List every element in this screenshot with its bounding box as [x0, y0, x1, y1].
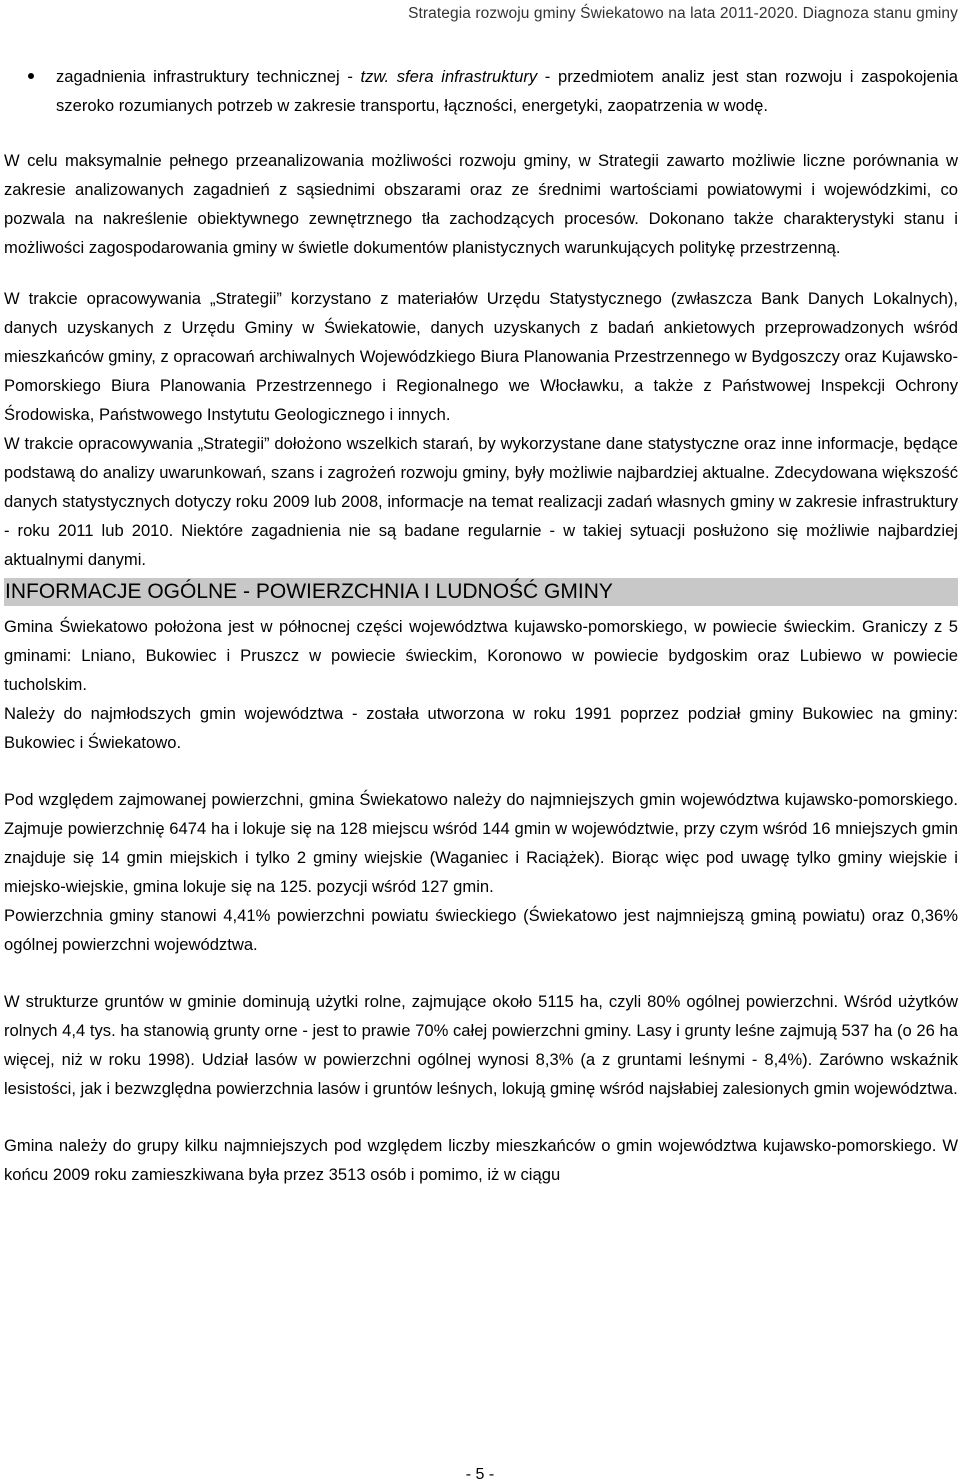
- bullet-text-italic: tzw. sfera infrastruktury: [360, 67, 538, 86]
- bullet-text-start: zagadnienia infrastruktury technicznej -: [56, 67, 361, 86]
- bullet-text-end: - przedmiotem analiz jest stan rozwoju i zaspokojenia szeroko rozumianych potrzeb w zakresie transportu, łączności, energetyki, zaopatrzenia w wodę.: [56, 67, 958, 115]
- paragraph-area: Pod względem zajmowanej powierzchni, gmina Świekatowo należy do najmniejszych gmin województwa kujawsko-pomorskiego. Zajmuje powierzchnię 6474 ha i lokuje się na 128 miejscu wśród 144 gmin w województwie, przy czym wśród 16 mniejszych gmin znajduje się 14 gmin miejskich i tylko 2 gminy wiejskie (Waganiec i Raciążek). Biorąc więc pod uwagę tylko gminy wiejskie i miejsko-wiejskie, gmina lokuje się na 125. pozycji wśród 127 gmin.: [4, 790, 958, 896]
- paragraph-area-share: Powierzchnia gminy stanowi 4,41% powierzchni powiatu świeckiego (Świekatowo jest najmniejszą gminą powiatu) oraz 0,36% ogólnej powierzchni województwa.: [4, 906, 958, 954]
- section-heading: INFORMACJE OGÓLNE - POWIERZCHNIA I LUDNOŚĆ GMINY: [4, 578, 958, 606]
- paragraph-analysis-scope: W celu maksymalnie pełnego przeanalizowania możliwości rozwoju gminy, w Strategii zawarto możliwie liczne porównania w zakresie analizowanych zagadnień z sąsiednimi obszarami oraz ze średnimi wartościami powiatowymi i wojewódzkimi, co pozwala na nakreślenie obiektywnego zewnętrznego tła zachodzących procesów. Dokonano także charakterystyki stanu i możliwości zagospodarowania gminy w świetle dokumentów planistycznych warunkujących politykę przestrzenną.: [4, 151, 958, 257]
- paragraph-data-sources: W trakcie opracowywania „Strategii” korzystano z materiałów Urzędu Statystycznego (zwłaszcza Bank Danych Lokalnych), danych uzyskanych z Urzędu Gminy w Świekatowie, danych uzyskanych z badań ankietowych przeprowadzonych wśród mieszkańców gminy, z opracowań archiwalnych Wojewódzkiego Biura Planowania Przestrzennego w Bydgoszczy oraz Kujawsko-Pomorskiego Biura Planowania Przestrzennego i Regionalnego we Włocławku, a także z Państwowej Inspekcji Ochrony Środowiska, Państwowego Instytutu Geologicznego i innych.: [4, 289, 958, 424]
- paragraph-location: Gmina Świekatowo położona jest w północnej części województwa kujawsko-pomorskiego, w powiecie świeckim. Graniczy z 5 gminami: Lniano, Bukowiec i Pruszcz w powiecie świeckim, Koronowo w powiecie bydgoskim oraz Lubiewo w powiecie tucholskim.: [4, 617, 958, 694]
- page-content: [4, 62, 958, 1189]
- paragraph-history: Należy do najmłodszych gmin województwa - została utworzona w roku 1991 poprzez podział gminy Bukowiec na gminy: Bukowiec i Świekatowo.: [4, 704, 958, 752]
- paragraph-population: Gmina należy do grupy kilku najmniejszych pod względem liczby mieszkańców o gmin województwa kujawsko-pomorskiego. W końcu 2009 roku zamieszkiwana była przez 3513 osób i pomimo, iż w ciągu: [4, 1136, 958, 1184]
- bullet-list-item: [4, 62, 958, 120]
- page-number: - 5 -: [465, 1466, 495, 1483]
- running-header: Strategia rozwoju gminy Świekatowo na lata 2011-2020. Diagnoza stanu gminy: [408, 5, 958, 22]
- paragraph-land-structure: W strukturze gruntów w gminie dominują użytki rolne, zajmujące około 5115 ha, czyli 80% ogólnej powierzchni. Wśród użytków rolnych 4,4 tys. ha stanowią grunty orne - jest to prawie 70% całej powierzchni gminy. Lasy i grunty leśne zajmują 537 ha (o 26 ha więcej, niż w roku 1998). Udział lasów w powierzchni ogólnej wynosi 8,3% (a z gruntami leśnymi - 8,4%). Zarówno wskaźnik lesistości, jak i bezwzględna powierzchnia lasów i gruntów leśnych, lokują gminę wśród najsłabiej zalesionych gmin województwa.: [4, 992, 958, 1098]
- bullet-text: [56, 62, 958, 120]
- bullet-icon: [28, 73, 34, 79]
- paragraph-data-currency: W trakcie opracowywania „Strategii” dołożono wszelkich starań, by wykorzystane dane statystyczne oraz inne informacje, będące podstawą do analizy uwarunkowań, szans i zagrożeń rozwoju gminy, były możliwie najbardziej aktualne. Zdecydowana większość danych statystycznych dotyczy roku 2009 lub 2008, informacje na temat realizacji zadań własnych gminy w zakresie infrastruktury - roku 2011 lub 2010. Niektóre zagadnienia nie są badane regularnie - w takiej sytuacji posłużono się możliwie najbardziej aktualnymi danymi.: [4, 434, 958, 569]
